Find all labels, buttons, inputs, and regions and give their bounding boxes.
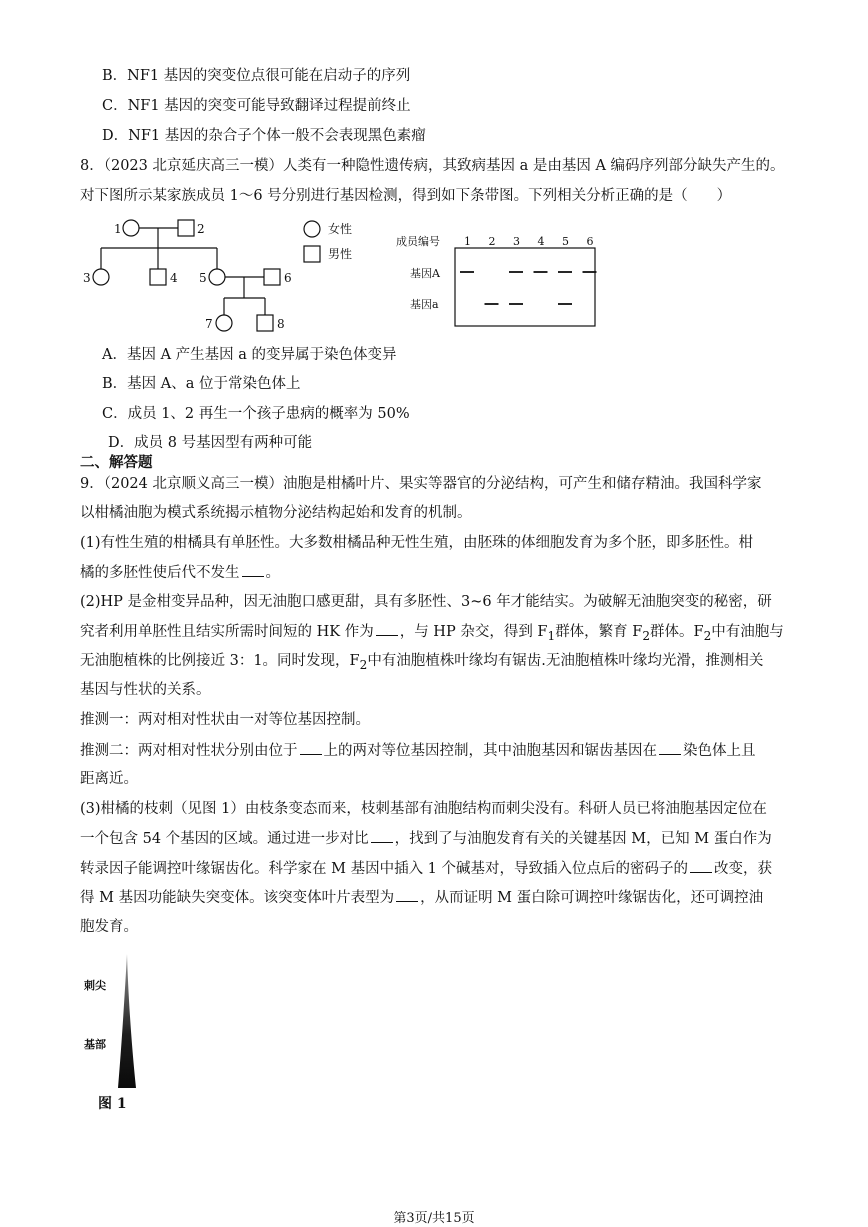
q9-part3-line1: (3)柑橘的枝刺（见图 1）由枝条变态而来，枝刺基部有油胞结构而刺尖没有。科研人员已将油胞基因定位在	[80, 801, 767, 817]
pedigree-label-3: 3	[83, 271, 91, 285]
male-symbol-icon	[304, 246, 320, 262]
q7-option-c: C．NF1 基因的突变可能导致翻译过程提前终止	[102, 98, 411, 114]
legend-female-label: 女性	[328, 222, 353, 236]
section-heading: 二、解答题	[80, 455, 153, 471]
q9-part1-end: 。	[265, 565, 280, 581]
q8-option-b: B．基因 A、a 位于常染色体上	[102, 376, 301, 392]
q9-part2-text-b: ，与 HP 杂交，得到 F	[399, 624, 548, 640]
pedigree-label-4: 4	[170, 271, 178, 285]
pedigree-label-2: 2	[197, 222, 205, 236]
subscript-2b: 2	[703, 628, 712, 643]
thorn-shape	[118, 954, 136, 1088]
gel-band-figure	[392, 226, 602, 330]
q9-part2-text-f: 无油胞植株的比例接近 3：1。同时发现，F	[80, 653, 360, 669]
gel-header: 成员编号	[396, 235, 440, 248]
q9-intro-line2: 以柑橘油胞为模式系统揭示植物分泌结构起始和发育的机制。	[80, 505, 472, 521]
gel-row-a-upper-label: 基因A	[410, 267, 440, 280]
pedigree-label-7: 7	[205, 317, 213, 331]
figure-1-label-base: 基部	[84, 1038, 106, 1051]
q9-guess2-line1	[80, 740, 756, 761]
q9-part1-text: 橘的多胚性使后代不发生	[80, 565, 240, 581]
q9-part2-text-e: 中有油胞与	[711, 624, 784, 640]
q9-guess1: 推测一：两对相对性状由一对等位基因控制。	[80, 712, 370, 728]
gel-member-number: 4	[537, 235, 545, 248]
subscript-2: 2	[642, 628, 651, 643]
gel-frame	[455, 248, 595, 326]
figure-1-label-tip: 刺尖	[84, 979, 106, 992]
subscript-2c: 2	[359, 657, 368, 672]
answer-blank-3[interactable]	[300, 740, 322, 755]
q9-part2-line2	[80, 621, 784, 646]
q9-part3-text-e: 得 M 基因功能缺失突变体。该突变体叶片表型为	[80, 890, 395, 906]
legend-male-label: 男性	[328, 247, 353, 261]
q9-guess2-text-b: 上的两对等位基因控制，其中油胞基因和锯齿基因在	[323, 743, 657, 759]
answer-blank-1[interactable]	[242, 562, 264, 577]
figure-1-caption: 图 1	[98, 1096, 127, 1112]
q9-part1-line2	[80, 562, 280, 583]
q9-part1-line1: (1)有性生殖的柑橘具有单胚性。大多数柑橘品种无性生殖，由胚珠的体细胞发育为多个胚，即多胚性。柑	[80, 535, 754, 551]
q8-option-a: A．基因 A 产生基因 a 的变异属于染色体变异	[102, 347, 397, 363]
q9-part3-line5: 胞发育。	[80, 919, 138, 935]
figure-1-thorn-photo	[78, 950, 158, 1115]
q9-part3-line4	[80, 887, 763, 908]
q9-part3-text-c: 转录因子能调控叶缘锯齿化。科学家在 M 基因中插入 1 个碱基对，导致插入位点后的密码子的	[80, 861, 689, 877]
answer-blank-2[interactable]	[376, 621, 398, 636]
q9-part3-line2	[80, 828, 772, 849]
pedigree-legend	[300, 218, 380, 268]
answer-blank-4[interactable]	[659, 740, 681, 755]
q9-guess2-text-a: 推测二：两对相对性状分别由位于	[80, 743, 298, 759]
pedigree-label-8: 8	[277, 317, 285, 331]
pedigree-label-5: 5	[199, 271, 207, 285]
q9-part2-line1: (2)HP 是金柑变异品种，因无油胞口感更甜，具有多胚性、3~6 年才能结实。为破解无油胞突变的秘密，研	[80, 594, 772, 610]
female-symbol-icon	[304, 221, 320, 237]
gel-row-a-lower-label: 基因a	[410, 298, 439, 311]
q9-part2-text-d: 群体。F	[650, 624, 704, 640]
q9-part3-text-b: ，找到了与油胞发育有关的关键基因 M，已知 M 蛋白作为	[394, 831, 772, 847]
q9-intro-line1: 9．（2024 北京顺义高三一模）油胞是柑橘叶片、果实等器官的分泌结构，可产生和储存精油。我国科学家	[80, 476, 762, 492]
answer-blank-6[interactable]	[690, 858, 712, 873]
q9-part3-text-d: 改变，获	[714, 861, 773, 877]
q9-guess2-line2: 距离近。	[80, 771, 138, 787]
q9-part2-text-g: 中有油胞植株叶缘均有锯齿.无油胞植株叶缘均光滑，推测相关	[367, 653, 764, 669]
q7-option-d: D．NF1 基因的杂合子个体一般不会表现黑色素瘤	[102, 128, 426, 144]
pedigree-label-6: 6	[284, 271, 292, 285]
q9-part2-text-a: 究者利用单胚性且结实所需时间短的 HK 作为	[80, 624, 374, 640]
q9-guess2-text-c: 染色体上且	[683, 743, 756, 759]
q9-part2-line4: 基因与性状的关系。	[80, 682, 211, 698]
q9-part2-line3	[80, 651, 763, 675]
q7-option-b: B．NF1 基因的突变位点很可能在启动子的序列	[102, 68, 411, 84]
q9-part2-text-c: 群体，繁育 F	[555, 624, 643, 640]
answer-blank-7[interactable]	[396, 887, 418, 902]
gel-member-number: 2	[488, 235, 496, 248]
gel-member-number: 5	[562, 235, 569, 248]
q9-part3-text-f: ，从而证明 M 蛋白除可调控叶缘锯齿化，还可调控油	[420, 890, 764, 906]
q9-part3-text-a: 一个包含 54 个基因的区域。通过进一步对比	[80, 831, 369, 847]
page-footer: 第3页/共15页	[393, 1211, 475, 1226]
q8-option-c: C．成员 1、2 再生一个孩子患病的概率为 50%	[102, 406, 410, 422]
q9-part3-line3	[80, 858, 772, 879]
answer-blank-5[interactable]	[371, 828, 393, 843]
q8-option-d: D．成员 8 号基因型有两种可能	[108, 435, 313, 451]
gel-member-number: 1	[464, 235, 471, 248]
gel-member-number: 6	[586, 235, 594, 248]
gel-member-number: 3	[513, 235, 520, 248]
q8-stem-line1: 8．（2023 北京延庆高三一模）人类有一种隐性遗传病，其致病基因 a 是由基因 A 编码序列部分缺失产生的。	[80, 158, 785, 174]
q8-stem-line2: 对下图所示某家族成员 1～6 号分别进行基因检测，得到如下条带图。下列相关分析正确的是（ ）	[80, 188, 732, 204]
pedigree-label-1: 1	[114, 222, 122, 236]
subscript-1: 1	[547, 628, 556, 643]
